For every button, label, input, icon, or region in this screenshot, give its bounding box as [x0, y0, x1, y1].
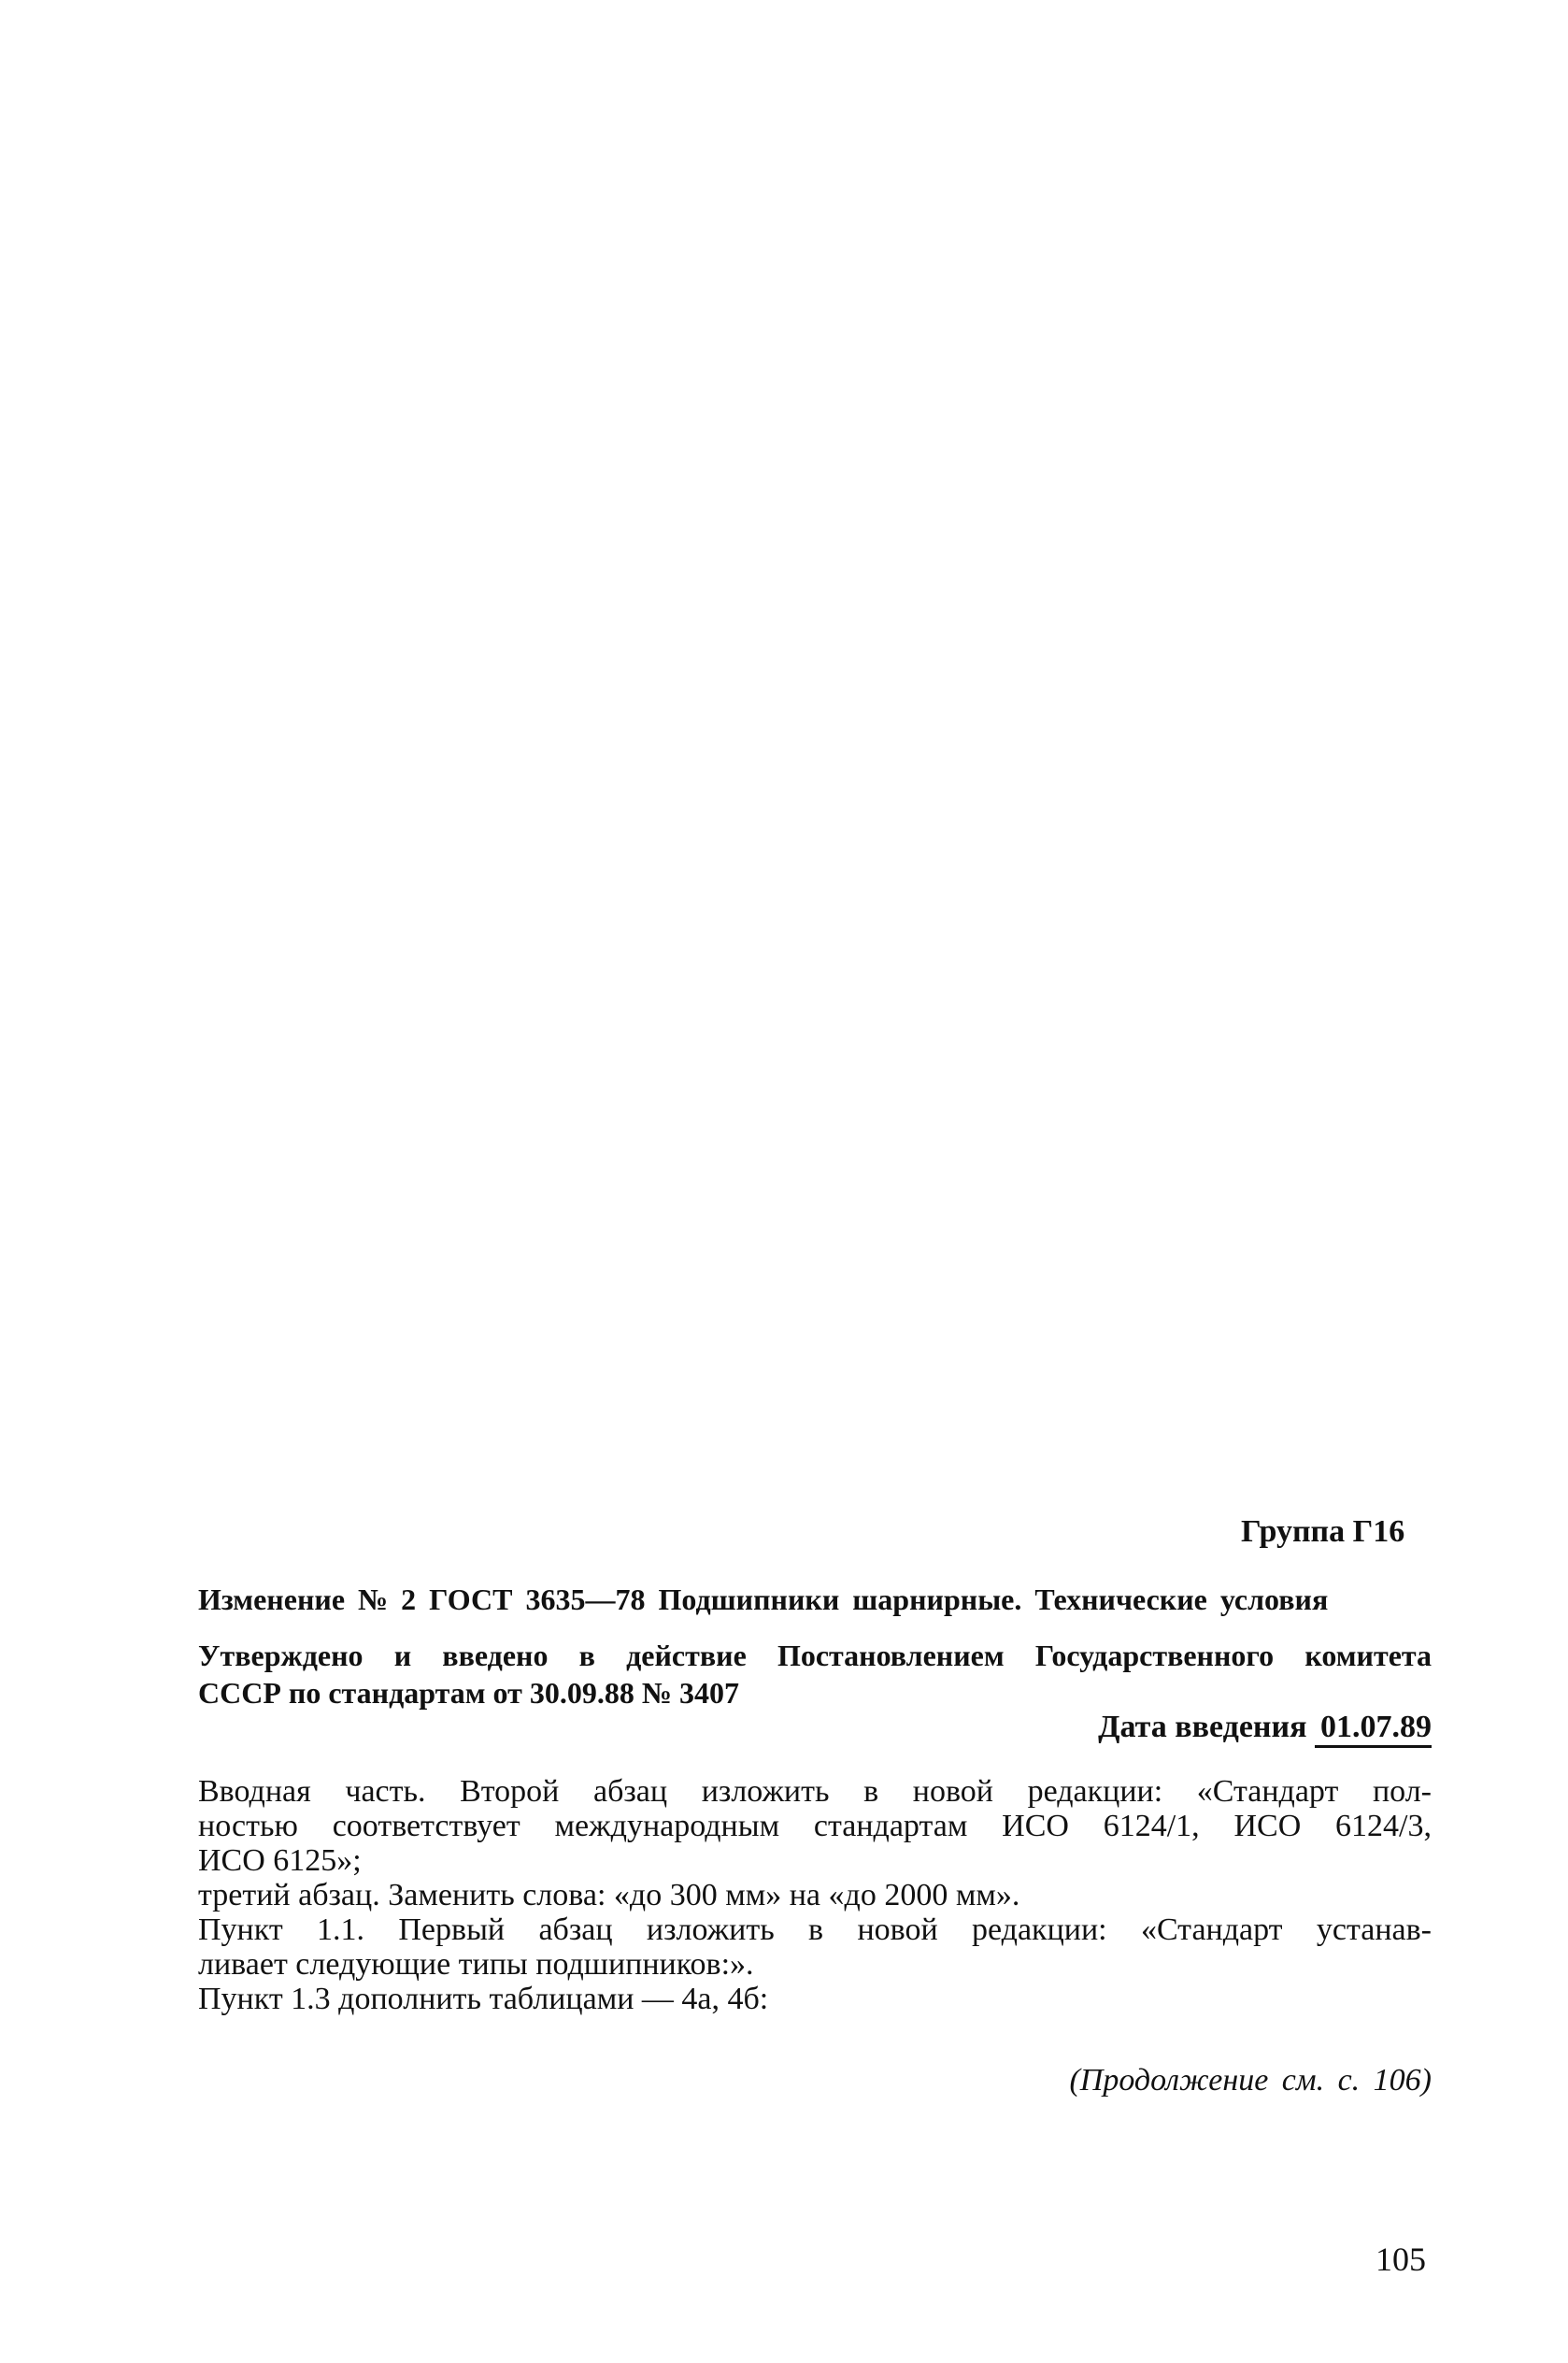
approval-line: СССР по стандартам от 30.09.88 № 3407 [198, 1676, 739, 1710]
change-title: Изменение № 2 ГОСТ 3635—78 Подшипники шарнирные. Технические условия [198, 1582, 1329, 1616]
intro-date-label: Дата введения [1098, 1710, 1307, 1744]
body-line: Вводная часть. Второй абзац изложить в новой редакции: «Стандарт пол- [198, 1774, 1432, 1809]
intro-date [1098, 1710, 1432, 1748]
approval-line: Утверждено и введено в действие Постановлением Государственного комитета [198, 1639, 1432, 1672]
continuation-note: (Продолжение см. с. 106) [1069, 2063, 1432, 2098]
body-line: третий абзац. Заменить слова: «до 300 мм» на «до 2000 мм». [198, 1878, 1020, 1912]
body-line: Пункт 1.1. Первый абзац изложить в новой редакции: «Стандарт устанав- [198, 1912, 1432, 1947]
body-text [198, 1774, 1432, 2016]
approval-block [198, 1637, 1432, 1711]
intro-date-value: 01.07.89 [1315, 1710, 1432, 1748]
body-line: ИСО 6125»; [198, 1843, 362, 1878]
body-line: Пункт 1.3 дополнить таблицами — 4а, 4б: [198, 1982, 769, 2016]
body-line: ливает следующие типы подшипников:». [198, 1947, 754, 1982]
group-label: Группа Г16 [1241, 1514, 1405, 1549]
body-line: ностью соответствует международным стандартам ИСО 6124/1, ИСО 6124/3, [198, 1809, 1432, 1843]
page-number: 105 [1376, 2241, 1426, 2278]
